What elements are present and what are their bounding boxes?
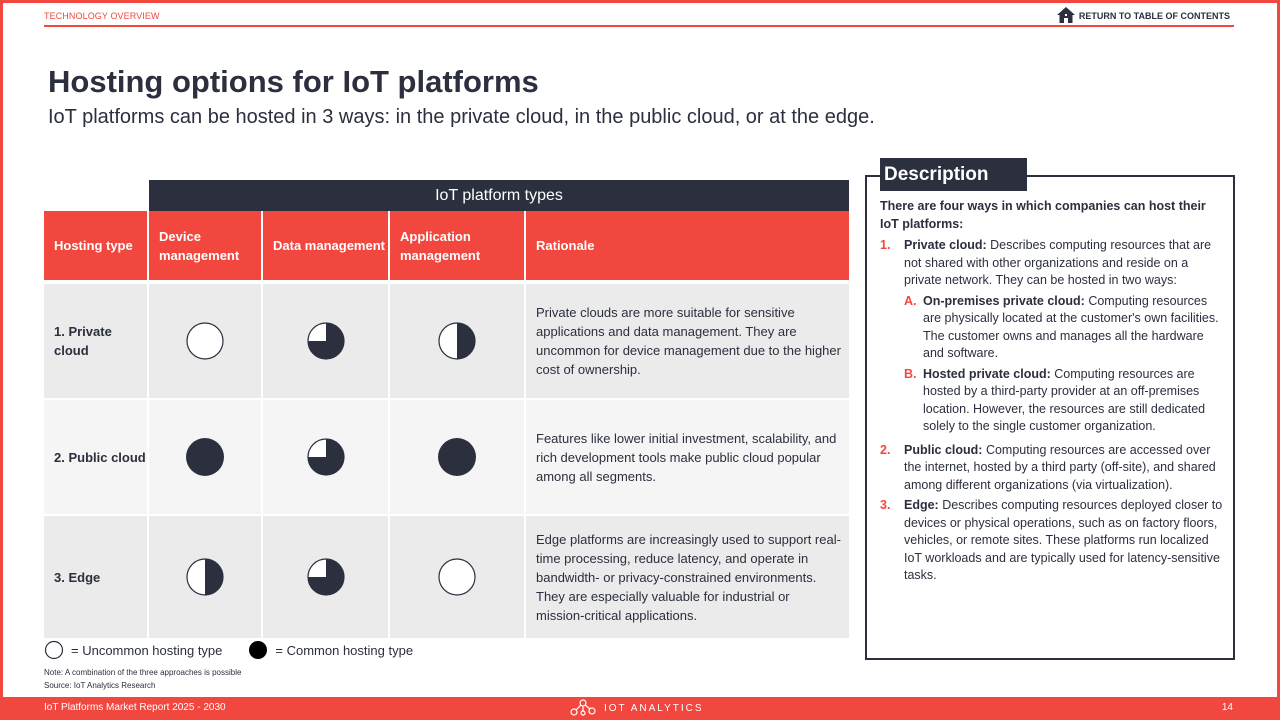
rationale-text: Features like lower initial investment, scalability, and rich development tools make public cloud popular among all segments.	[536, 430, 837, 484]
item-number: 1.	[880, 238, 891, 252]
cell-rationale	[526, 516, 849, 638]
description-item-edge	[880, 497, 1225, 585]
rationale-text: Edge platforms are increasingly used to support real-time processing, reduce latency, and operate in bandwidth- or privacy-constrained environments. They are especially valuable for industrial or mission-critical applications.	[536, 531, 841, 623]
column-header-data-management: Data management	[263, 211, 390, 280]
row-label: 2. Public cloud	[54, 449, 146, 465]
subitem-letter: B.	[904, 366, 917, 381]
table-header-row	[44, 211, 849, 280]
page-number: 14	[1221, 702, 1233, 713]
legend-uncommon	[44, 640, 222, 660]
legend-common	[248, 640, 413, 660]
subitem-text: Computing resources are hosted by a third-party provider at an off-premises location. However, the resources are still dedicated solely to the single customer organization.	[923, 366, 1206, 433]
harvey-ball-icon	[437, 437, 477, 477]
iot-analytics-logo-icon	[570, 699, 596, 717]
cell-rationale	[526, 400, 849, 514]
cell-device-management	[149, 284, 263, 398]
harvey-ball-icon	[437, 557, 477, 597]
description-subitem-on-premises	[904, 293, 1225, 363]
description-item-private-cloud	[880, 237, 1225, 439]
section-label: TECHNOLOGY OVERVIEW	[44, 11, 160, 21]
brand-logo	[570, 699, 704, 717]
cell-hosting-type	[44, 400, 149, 514]
item-number: 3.	[880, 498, 891, 512]
column-header-hosting-type: Hosting type	[44, 211, 149, 280]
source-text: Source: IoT Analytics Research	[44, 681, 156, 690]
page-subtitle: IoT platforms can be hosted in 3 ways: in the private cloud, in the public cloud, or at the edge.	[48, 106, 875, 128]
row-label: 3. Edge	[54, 569, 101, 585]
legend-common-label: = Common hosting type	[275, 642, 414, 658]
column-header-device-management: Device management	[149, 211, 263, 280]
harvey-ball-icon	[306, 437, 346, 477]
description-title: Description	[880, 158, 1027, 191]
harvey-ball-icon	[185, 321, 225, 361]
cell-hosting-type	[44, 284, 149, 398]
column-header-rationale: Rationale	[536, 238, 595, 253]
description-content	[880, 198, 1225, 588]
home-icon	[1056, 6, 1076, 26]
subitem-letter: A.	[904, 293, 917, 308]
item-text: Describes computing resources that are not shared with other organizations and reside on a private network. They can be hosted in two ways:	[904, 238, 1212, 287]
cell-data-management	[263, 284, 390, 398]
cell-application-management	[390, 516, 526, 638]
footer	[0, 697, 1280, 720]
note-text: Note: A combination of the three approaches is possible	[44, 668, 242, 677]
item-term: Public cloud:	[904, 442, 983, 457]
harvey-ball-icon	[185, 557, 225, 597]
subitem-text: Computing resources are physically located at the customer's own facilities. The customer owns and manages all the hardware and software.	[923, 293, 1219, 360]
platform-types-header: IoT platform types	[149, 180, 849, 211]
cell-device-management	[149, 400, 263, 514]
subitem-term: On-premises private cloud:	[923, 293, 1085, 308]
legend	[44, 639, 439, 661]
cell-data-management	[263, 400, 390, 514]
brand-name: IOT ANALYTICS	[604, 702, 704, 714]
rationale-text: Private clouds are more suitable for sensitive applications and data management. They are uncommon for device management due to the higher cost of ownership.	[536, 305, 841, 377]
description-subitem-hosted-private	[904, 366, 1225, 436]
item-term: Edge:	[904, 498, 939, 512]
item-text: Describes computing resources deployed closer to devices or physical operations, such as on factory floors, vehicles, or remote sites. These platforms run localized IoT workloads and are typically used for latency-sensitive tasks.	[904, 498, 1223, 582]
harvey-ball-icon	[306, 321, 346, 361]
report-name: IoT Platforms Market Report 2025 - 2030	[44, 702, 226, 713]
return-to-toc-link[interactable]	[1056, 6, 1230, 26]
row-label: 1. Private cloud	[54, 324, 112, 358]
item-number: 2.	[880, 442, 891, 457]
filled-circle-icon	[248, 640, 268, 660]
cell-application-management	[390, 400, 526, 514]
table-row-private-cloud	[44, 284, 849, 398]
cell-application-management	[390, 284, 526, 398]
cell-data-management	[263, 516, 390, 638]
harvey-ball-icon	[185, 437, 225, 477]
subitem-term: Hosted private cloud:	[923, 366, 1051, 381]
description-item-public-cloud	[880, 442, 1225, 495]
page-title: Hosting options for IoT platforms	[48, 64, 539, 99]
harvey-ball-icon	[306, 557, 346, 597]
table-row-public-cloud	[44, 400, 849, 514]
item-term: Private cloud:	[904, 238, 987, 252]
hosting-options-table	[44, 180, 849, 640]
harvey-ball-icon	[437, 321, 477, 361]
cell-hosting-type	[44, 516, 149, 638]
return-link-label: RETURN TO TABLE OF CONTENTS	[1078, 11, 1230, 21]
cell-rationale	[526, 284, 849, 398]
column-header-application-management: Application management	[390, 211, 526, 280]
header-rule	[44, 25, 1234, 27]
footnotes	[44, 666, 241, 692]
description-intro: There are four ways in which companies can host their IoT platforms:	[880, 199, 1206, 231]
item-text: Computing resources are accessed over the internet, hosted by a third party (off-site), and shared among different organizations (via virtualization).	[904, 442, 1216, 492]
legend-uncommon-label: = Uncommon hosting type	[71, 642, 223, 658]
cell-device-management	[149, 516, 263, 638]
table-row-edge	[44, 516, 849, 638]
empty-circle-icon	[44, 640, 64, 660]
